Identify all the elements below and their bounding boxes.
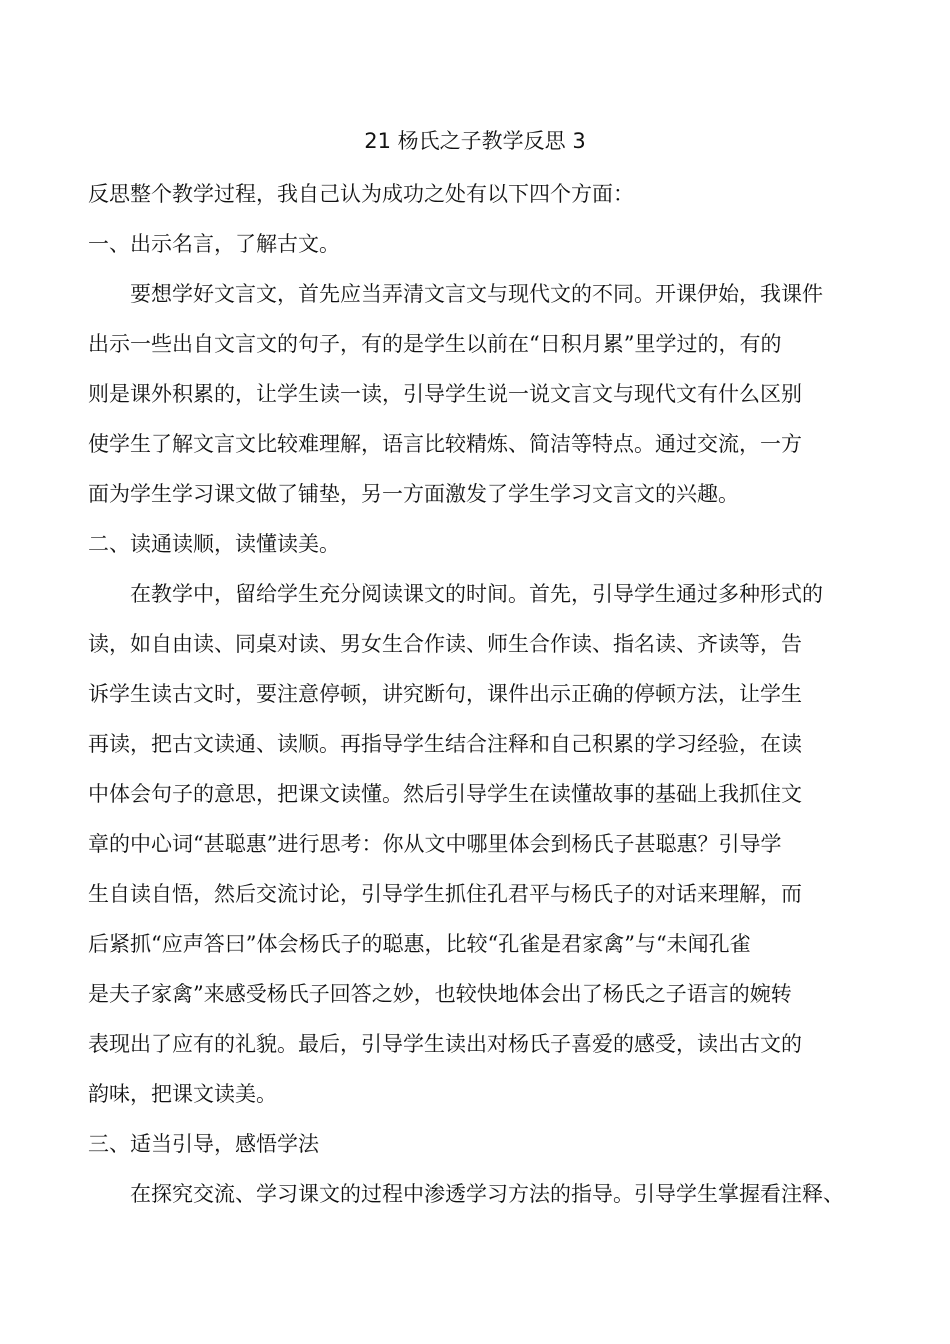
paragraph-line: 表现出了应有的礼貌。最后，引导学生读出对杨氏子喜爱的感受，读出古文的	[88, 1032, 802, 1056]
document-body	[88, 176, 864, 1226]
paragraph-line: 章的中心词“甚聪惠”进行思考：你从文中哪里体会到杨氏子甚聪惠？引导学	[88, 832, 782, 856]
intro-line: 反思整个教学过程，我自己认为成功之处有以下四个方面：	[88, 182, 634, 206]
paragraph-line: 面为学生学习课文做了铺垫，另一方面激发了学生学习文言文的兴趣。	[88, 482, 739, 506]
section-heading-1: 一、出示名言，了解古文。	[88, 232, 340, 256]
paragraph-line: 读，如自由读、同桌对读、男女生合作读、师生合作读、指名读、齐读等，告	[88, 632, 802, 656]
paragraph-line: 在探究交流、学习课文的过程中渗透学习方法的指导。引导学生掌握看注释、	[130, 1182, 844, 1206]
paragraph-line: 后紧抓“应声答曰”体会杨氏子的聪惠，比较“孔雀是君家禽”与“未闻孔雀	[88, 932, 751, 956]
paragraph-line: 诉学生读古文时，要注意停顿，讲究断句，课件出示正确的停顿方法，让学生	[88, 682, 802, 706]
paragraph-line: 中体会句子的意思，把课文读懂。然后引导学生在读懂故事的基础上我抓住文	[88, 782, 802, 806]
paragraph-line: 生自读自悟，然后交流讨论，引导学生抓住孔君平与杨氏子的对话来理解，而	[88, 882, 802, 906]
paragraph-line: 在教学中，留给学生充分阅读课文的时间。首先，引导学生通过多种形式的	[130, 582, 823, 606]
paragraph-line: 要想学好文言文，首先应当弄清文言文与现代文的不同。开课伊始，我课件	[130, 282, 823, 306]
paragraph-line: 使学生了解文言文比较难理解，语言比较精炼、简洁等特点。通过交流，一方	[88, 432, 802, 456]
paragraph-line: 韵味，把课文读美。	[88, 1082, 277, 1106]
paragraph-line: 则是课外积累的，让学生读一读，引导学生说一说文言文与现代文有什么区别	[88, 382, 802, 406]
section-heading-3: 三、适当引导，感悟学法	[88, 1132, 319, 1156]
page-title: 21 杨氏之子教学反思 3	[364, 129, 586, 153]
section-heading-2: 二、读通读顺，读懂读美。	[88, 532, 340, 556]
paragraph-line: 出示一些出自文言文的句子，有的是学生以前在“日积月累”里学过的，有的	[88, 332, 782, 356]
paragraph-line: 是夫子家禽”来感受杨氏子回答之妙，也较快地体会出了杨氏之子语言的婉转	[88, 982, 792, 1006]
paragraph-line: 再读，把古文读通、读顺。再指导学生结合注释和自己积累的学习经验，在读	[88, 732, 802, 756]
